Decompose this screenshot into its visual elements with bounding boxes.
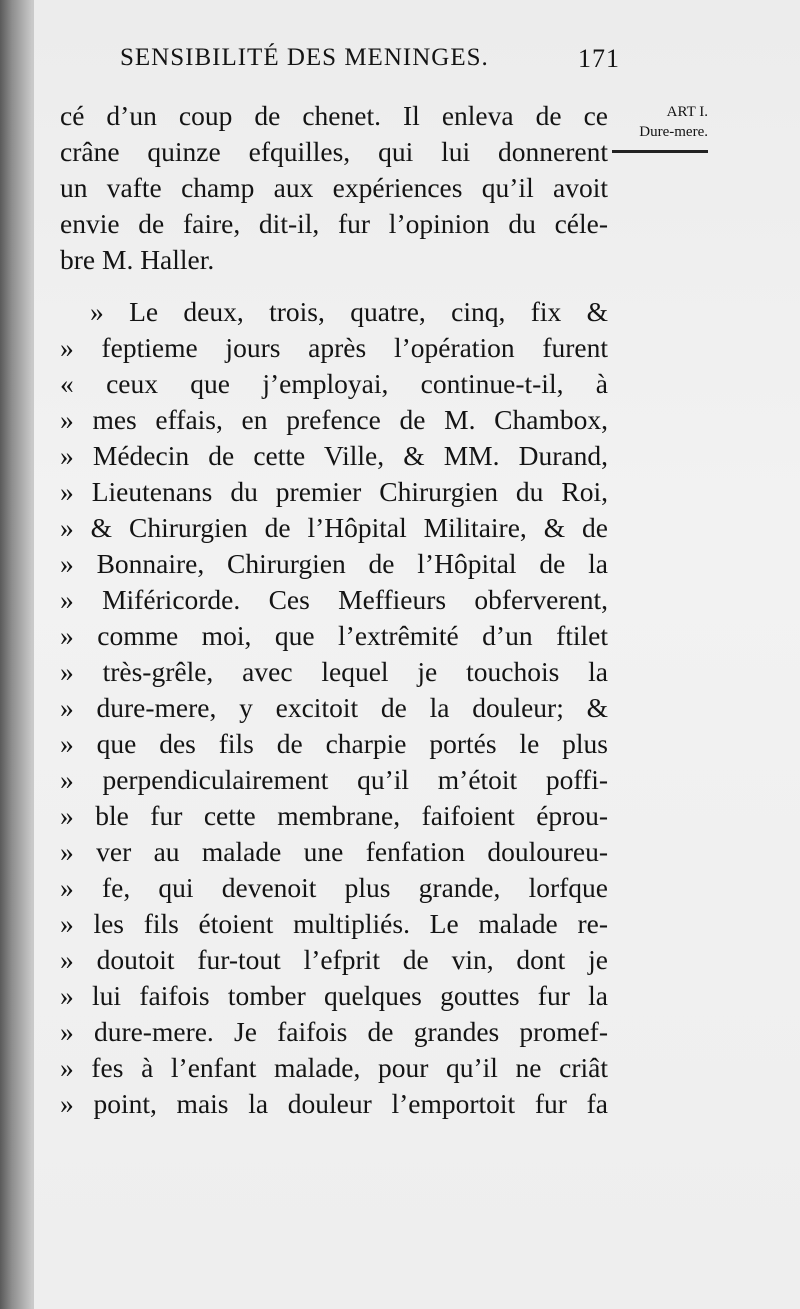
text-line: cé d’un coup de chenet. Il enleva de ce (60, 100, 608, 131)
margin-subject: Dure-mere. (639, 124, 708, 140)
text-line: envie de faire, dit-il, fur l’opinion du céle- (60, 208, 608, 239)
text-line: » ver au malade une fenfation douloureu- (60, 836, 608, 867)
text-line: » point, mais la douleur l’emportoit fur fa (60, 1088, 608, 1119)
text-line: » fes à l’enfant malade, pour qu’il ne criât (60, 1052, 608, 1083)
margin-rule (612, 150, 708, 153)
text-line: » Lieutenans du premier Chirurgien du Roi, (60, 476, 608, 507)
text-line: » ble fur cette membrane, faifoient éprou- (60, 800, 608, 831)
running-header (120, 44, 620, 74)
text-line: » mes effais, en prefence de M. Chambox, (60, 404, 608, 435)
running-title: SENSIBILITÉ DES MENINGES. (120, 44, 489, 71)
text-line: » dure-mere, y excitoit de la douleur; & (60, 692, 608, 723)
text-line: » que des fils de charpie portés le plus (60, 728, 608, 759)
text-line: » Bonnaire, Chirurgien de l’Hôpital de la (60, 548, 608, 579)
text-line: » fe, qui devenoit plus grande, lorfque (60, 872, 608, 903)
text-line: » feptieme jours après l’opération furent (60, 332, 608, 363)
text-line: un vafte champ aux expériences qu’il avoit (60, 172, 608, 203)
page-number: 171 (578, 44, 620, 73)
text-line: » Miféricorde. Ces Meffieurs obferverent, (60, 584, 608, 615)
text-line: » Médecin de cette Ville, & MM. Durand, (60, 440, 608, 471)
body-text (60, 98, 608, 1122)
text-line: » les fils étoient multipliés. Le malade re- (60, 908, 608, 939)
text-line: » Le deux, trois, quatre, cinq, fix & (90, 296, 608, 327)
text-line: » comme moi, que l’extrêmité d’un ftilet (60, 620, 608, 651)
text-line: bre M. Haller. (60, 244, 215, 275)
text-line: crâne quinze efquilles, qui lui donnerent (60, 136, 608, 167)
text-line: « ceux que j’employai, continue-t-il, à (60, 368, 608, 399)
text-line: » lui faifois tomber quelques gouttes fur la (60, 980, 608, 1011)
text-line: » & Chirurgien de l’Hôpital Militaire, & de (60, 512, 608, 543)
margin-note (608, 102, 708, 153)
margin-article: ART I. (666, 104, 708, 120)
text-line: » très-grêle, avec lequel je touchois la (60, 656, 608, 687)
text-line: » perpendiculairement qu’il m’étoit poffi- (60, 764, 608, 795)
text-line: » doutoit fur-tout l’efprit de vin, dont je (60, 944, 608, 975)
text-line: » dure-mere. Je faifois de grandes promef- (60, 1016, 608, 1047)
